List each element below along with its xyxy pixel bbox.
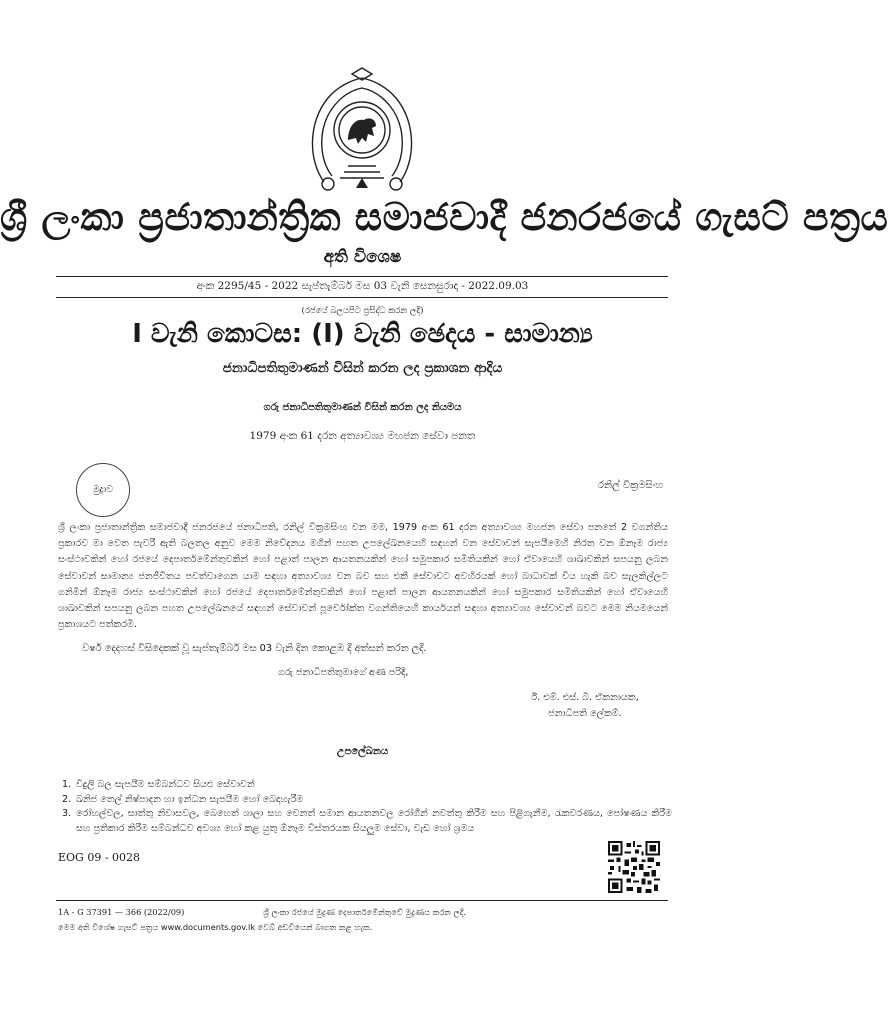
footer-code: 1A - G 37391 — 366 (2022/09) bbox=[58, 907, 185, 917]
list-item-text: ඛනිජ තෙල් නිෂ්පාදන හා ඉන්ධන සැපයීම හෝ බෙදාහැරීම bbox=[76, 793, 304, 805]
issue-line: අංක 2295/45 - 2022 සැප්තැම්බර් මස 03 වැනි සෙනසුරාදා - 2022.09.03 bbox=[196, 280, 529, 292]
act-title: 1979 අංක 61 දරන අත්‍යාවශ්‍ය මහජන සේවා පනත bbox=[249, 430, 476, 442]
list-item bbox=[62, 807, 672, 836]
notice-body: ශ්‍රී ලංකා ප්‍රජාතාන්ත්‍රික සමාජවාදී ජනරජයේ ජනාධිපති, රනිල් වික්‍රමසිංහ වන මම, 1979 අංක 61 දරන අත්‍යාවශ්‍ය මහජන සේවා පනතේ 2 වගන්තිය ප්‍රකාරව මා වෙත පැවරී ඇති බලතල අනුව මෙම නිවේදනය මගින් පහත උපලේඛනයෙහි සඳහන් වන සේවාවන් සැපයීමෙහි නිරත වන ඕනෑම රාජ්‍ය සංස්ථාවකින් හෝ රජයේ දෙපාර්තමේන්තුවකින් හෝ පළාත් පාලන ආයතනයකින් හෝ සමුපකාර සමිතියකින් හෝ ඒවායෙහි ශාඛාවකින් සපයනු ලබන සේවාවන් සාමාන්‍ය ජනජීවිතය පවත්වාගෙන යාම සඳහා අත්‍යාවශ්‍ය වන බව සහ එකී සේවාවට අවහිරයක් හෝ බාධාවක් විය හැකි බව සැලකිල්ලට ගනිමින් ඕනෑම රාජ්‍ය සංස්ථාවකින් හෝ රජයේ දෙපාර්තමේන්තුවකින් හෝ පළාත් පාලන ආයතනයකින් හෝ සමුපකාර සමිතියකින් හෝ ඒවායෙහි ශාඛාවකින් සපයනු ලබන පහත උපලේඛනයේ සඳහන් සේවාවන් පූර්වෝක්ත වගන්තියෙහි කාර්යයන් සඳහා අත්‍යාවශ්‍ය සේවාවන් බවට මෙම නියමයෙන් ප්‍රකාශයට පත්කරමි. bbox=[58, 522, 668, 631]
by-command: ගරු ජනාධිපතිතුමාගේ අණ පරිදි, bbox=[278, 667, 409, 678]
reference-code: EOG 09 - 0028 bbox=[58, 851, 141, 864]
state-emblem-icon bbox=[304, 70, 420, 194]
divider-bottom bbox=[56, 297, 668, 298]
qr-code-icon bbox=[608, 841, 660, 893]
schedule-list bbox=[62, 778, 672, 836]
list-item-text: රෝහල්වල, සාත්තු නිවාසවල, බෙහෙත් ශාලා සහ වෙනත් සමාන ආයතනවල රෝගීන් නවත්තු කිරීම සහ පිළිගැනීම, රැකවරණය, පෝෂණය කිරීම සහ ප්‍රතිකාර කිරීම සම්බන්ධව අවශ්‍ය හෝ කළ යුතු ඕනෑම විස්තරයක සියලුම සේවා, වැඩ හෝ ශ්‍රමය bbox=[76, 808, 672, 834]
given-at: වර්ෂ දෙදහස් විසිදෙකක් වූ සැප්තැම්බර් මස 03 වැනි දින කොළඹ දී අත්සන් කරන ලදී. bbox=[82, 643, 427, 654]
list-item bbox=[62, 778, 672, 793]
footer-divider bbox=[56, 900, 668, 901]
footer-website: මෙම අති විශේෂ ගැසට් පත්‍රය www.documents.gov.lk වෙබ් අඩවියෙන් බාගත කළ හැක. bbox=[58, 922, 373, 932]
list-item-number: 2. bbox=[62, 793, 72, 805]
schedule-heading: උපලේඛනය bbox=[336, 746, 389, 757]
signer-name-top: රනිල් වික්‍රමසිංහ bbox=[597, 480, 663, 491]
notice-heading: ගරු ජනාධිපතිතුමාණන් විසින් කරන ලද නියමය bbox=[263, 402, 462, 413]
list-item-text: විදුලි බල සැපයීම සම්බන්ධව සියළු සේවාවන් bbox=[76, 779, 255, 790]
seal-label: මුද්‍රාව bbox=[93, 485, 113, 495]
list-item bbox=[62, 793, 672, 808]
divider-top bbox=[56, 276, 668, 277]
footer-printer: ශ්‍රී ලංකා රජයේ මුද්‍රණ දෙපාර්තමේන්තුවේ මුද්‍රණය කරන ලදී. bbox=[263, 907, 467, 917]
gazette-subtitle: අති විශෙෂ bbox=[323, 247, 402, 267]
seal-stamp bbox=[76, 463, 130, 517]
list-item-number: 3. bbox=[62, 808, 72, 819]
signatory-title: ජනාධිපති ලේකම්. bbox=[548, 708, 622, 719]
part-heading: I වැනි කොටස: (I) වැනි ඡෙදය - සාමාන්‍ය bbox=[132, 319, 593, 349]
signatory-name: ඊ. එම්. එස්. බී. ඒකනායක, bbox=[531, 692, 639, 703]
authority-note: (රජයේ බලයපිට ප්‍රසිද්ධ කරන ලදි) bbox=[301, 306, 424, 316]
list-item-number: 1. bbox=[62, 779, 72, 790]
section-title: ජනාධිපතිතුමාණන් විසින් කරන ලද ප්‍රකාශන ආදිය bbox=[222, 360, 503, 376]
gazette-title: ශ්‍රී ලංකා ප්‍රජාතාන්ත්‍රික සමාජවාදී ජනරජයේ ගැසට් පත්‍රය bbox=[0, 195, 888, 239]
